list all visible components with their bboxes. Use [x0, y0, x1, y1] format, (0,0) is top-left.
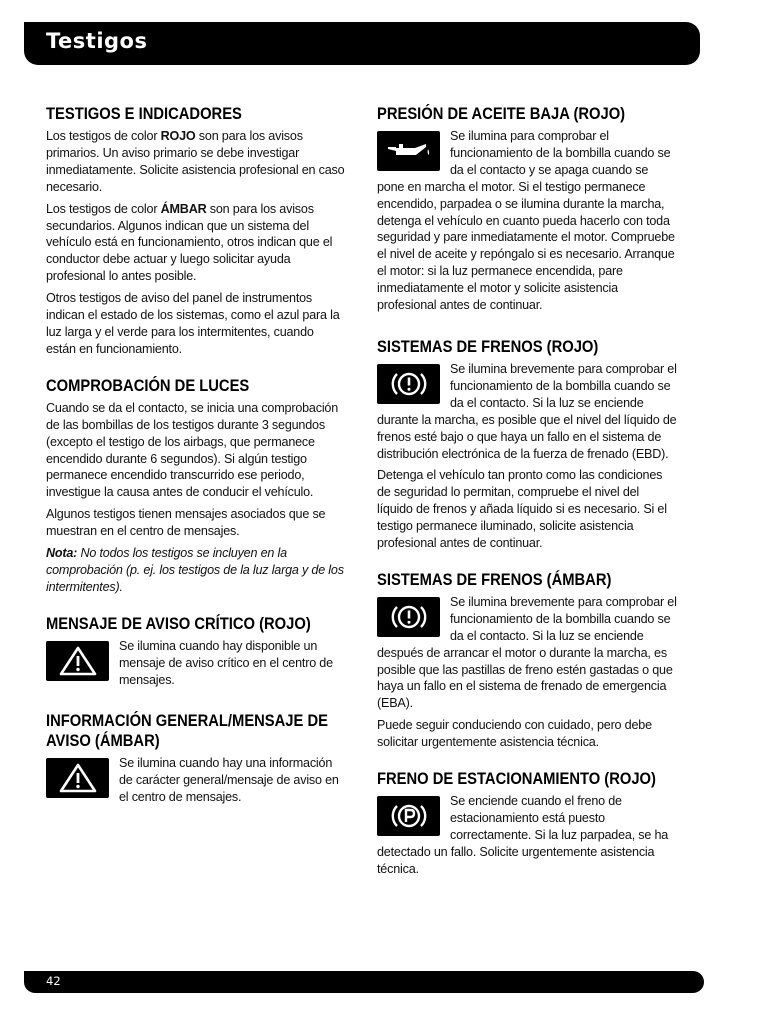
- paragraph: Se ilumina para comprobar el funcionamiento de la bombilla cuando se da el contacto y se apaga cuando se pone en marcha el motor. Si el testigo permanece encendido, parpadea o se ilumina durante la marcha, detenga el vehículo en cuanto pueda hacerlo con toda seguridad y pare inmediatamente el motor. Compruebe el nivel de aceite y repóngalo si es necesario. Arranque el motor: si la luz permanece encendida, pare inmediatamente el motor y solicite asistencia profesional antes de continuar.: [377, 129, 675, 313]
- section-heading: INFORMACIÓN GENERAL/MENSAJE DE AVISO (ÁMBAR): [46, 712, 328, 751]
- paragraph-ambar: [46, 201, 346, 286]
- section-aviso-critico: [46, 614, 346, 694]
- page-title: Testigos: [46, 29, 148, 53]
- section-heading: SISTEMAS DE FRENOS (ÁMBAR): [377, 570, 612, 589]
- right-column: [377, 104, 677, 901]
- section-comprobacion-luces: [46, 376, 346, 596]
- header-bar: [24, 22, 700, 65]
- paragraph: Cuando se da el contacto, se inicia una comprobación de las bombillas de los testigos durante 3 segundos (excepto el testigo de los airbags, que permanece encendido durante 6 segundos). Si algún testigo permanece encendido transcurrido ese periodo, investigue la causa antes de conducir el vehículo.: [46, 400, 339, 500]
- paragraph: Se ilumina brevemente para comprobar el funcionamiento de la bombilla cuando se da el contacto. Si la luz se enciende durante la marcha, es posible que el nivel del líquido de frenos esté bajo o que haya un fallo en el sistema de distribución electrónica de la fuerza de frenado (EBD).: [377, 361, 677, 461]
- section-heading: FRENO DE ESTACIONAMIENTO (ROJO): [377, 770, 656, 789]
- note-label: Nota:: [46, 546, 78, 561]
- section-frenos-rojo: [377, 337, 677, 552]
- bold-keyword: ÁMBAR: [160, 201, 207, 216]
- section-freno-estacionamiento: [377, 769, 677, 883]
- text-run: Los testigos de color: [46, 201, 161, 216]
- section-heading: SISTEMAS DE FRENOS (ROJO): [377, 337, 599, 356]
- paragraph-otros: Otros testigos de aviso del panel de instrumentos indican el estado de los sistemas, como el azul para la luz larga y el verde para los intermitentes, cuando están en funcionamiento.: [46, 291, 340, 356]
- paragraph: Detenga el vehículo tan pronto como las condiciones de seguridad lo permitan, compruebe el nivel del líquido de frenos y añada líquido si es necesario. Si el testigo permanece iluminado, solicite asistencia profesional antes de continuar.: [377, 468, 667, 551]
- section-informacion-general: [46, 711, 346, 811]
- paragraph: Se enciende cuando el freno de estacionamiento está puesto correctamente. Si la luz parpadea, se ha detectado un fallo. Solicite urgentemente asistencia técnica.: [377, 794, 669, 876]
- brake-warning-icon: [377, 364, 440, 404]
- section-heading: MENSAJE DE AVISO CRÍTICO (ROJO): [46, 614, 311, 633]
- warning-triangle-icon: [46, 641, 109, 681]
- left-column: [46, 104, 346, 829]
- paragraph: Puede seguir conduciendo con cuidado, pero debe solicitar urgentemente asistencia técnica.: [377, 718, 652, 750]
- note: [46, 545, 346, 596]
- brake-warning-icon: [377, 597, 440, 637]
- text-run: son para los avisos secundarios. Algunos indican que un sistema del vehículo está en funcionamiento, otros indican que el conductor debe actuar y luego solicitar ayuda profesional lo antes posible.: [46, 201, 333, 284]
- footer-bar: [24, 971, 704, 993]
- bold-keyword: ROJO: [160, 129, 196, 143]
- paragraph-rojo: [46, 128, 346, 196]
- paragraph: Algunos testigos tienen mensajes asociados que se muestran en el centro de mensajes.: [46, 507, 326, 539]
- section-heading: PRESIÓN DE ACEITE BAJA (ROJO): [377, 105, 626, 123]
- paragraph: Se ilumina brevemente para comprobar el funcionamiento de la bombilla cuando se da el contacto. Si la luz se enciende después de arrancar el motor o durante la marcha, es posible que las pastillas de freno estén gastadas o que haya un fallo en el sistema de frenado de emergencia (EBA).: [377, 594, 677, 711]
- section-testigos-indicadores: [46, 104, 346, 358]
- note-text: No todos los testigos se incluyen en la comprobación (p. ej. los testigos de la luz larga y de los intermitentes).: [46, 546, 344, 594]
- oil-can-icon: [377, 131, 440, 171]
- text-run: son para los avisos primarios. Un aviso primario se debe investigar inmediatamente. Solicite asistencia profesional en caso necesario.: [46, 129, 345, 194]
- section-presion-aceite: [377, 104, 677, 319]
- paragraph: Se ilumina cuando hay disponible un mensaje de aviso crítico en el centro de mensajes.: [119, 638, 333, 687]
- warning-triangle-icon: [46, 758, 109, 798]
- section-heading: COMPROBACIÓN DE LUCES: [46, 376, 250, 395]
- section-frenos-ambar: [377, 570, 677, 751]
- parking-brake-icon: [377, 796, 440, 836]
- section-heading: TESTIGOS E INDICADORES: [46, 105, 242, 123]
- page-number: 42: [46, 974, 61, 988]
- paragraph: Se ilumina cuando hay una información de carácter general/mensaje de aviso en el centro de mensajes.: [119, 756, 339, 805]
- text-run: Los testigos de color: [46, 129, 161, 143]
